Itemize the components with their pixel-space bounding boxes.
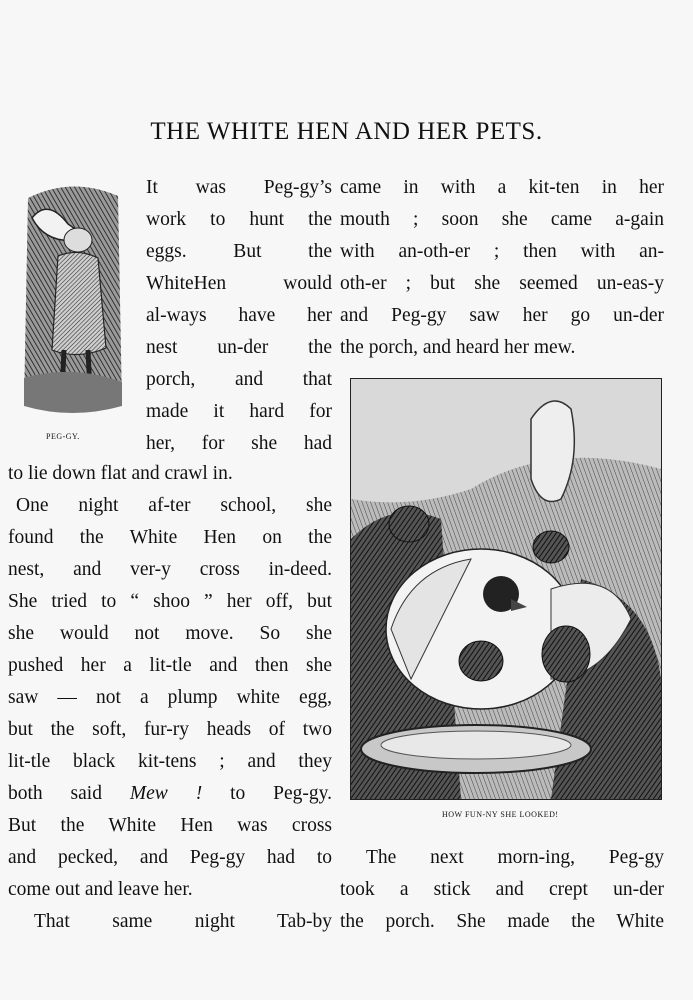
hen-kittens-caption: HOW FUN-NY SHE LOOKED! xyxy=(442,810,559,819)
text-line: eggs. But the xyxy=(146,241,332,262)
text-line: her, for she had xyxy=(146,433,332,454)
text-fragment: to Peg-gy. xyxy=(230,783,333,804)
text-line: found the White Hen on the xyxy=(8,527,332,548)
page-title: THE WHITE HEN AND HER PETS. xyxy=(150,118,543,145)
text-line: But the White Hen was cross xyxy=(8,815,332,836)
text-line: the porch, and heard her mew. xyxy=(340,337,576,358)
text-line: mouth ; soon she came a-gain xyxy=(340,209,664,230)
text-line: and Peg-gy saw her go un-der xyxy=(340,305,664,326)
text-line: One night af-ter school, she xyxy=(16,495,332,516)
text-line: with an-oth-er ; then with an- xyxy=(340,241,664,262)
peggy-illustration xyxy=(18,178,126,424)
text-line: made it hard for xyxy=(146,401,332,422)
mew-word: Mew ! xyxy=(129,783,203,804)
text-fragment: both said xyxy=(8,783,102,804)
text-line: porch, and that xyxy=(146,369,332,390)
text-line: nest, and ver-y cross in-deed. xyxy=(8,559,332,580)
text-line: That same night Tab-by xyxy=(34,911,332,932)
text-line: The next morn-ing, Peg-gy xyxy=(366,847,664,868)
text-line: and pecked, and Peg-gy had to xyxy=(8,847,332,868)
text-line: WhiteHen would xyxy=(146,273,332,294)
text-line: nest un-der the xyxy=(146,337,332,358)
text-line: al-ways have her xyxy=(146,305,332,326)
text-line: took a stick and crept un-der xyxy=(340,879,664,900)
text-line: to lie down flat and crawl in. xyxy=(8,463,233,484)
hen-kittens-drawing xyxy=(351,379,661,799)
text-line: lit-tle black kit-tens ; and they xyxy=(8,751,332,772)
text-line: came in with a kit-ten in her xyxy=(340,177,664,198)
text-line: come out and leave her. xyxy=(8,879,193,900)
text-line: the porch. She made the White xyxy=(340,911,664,932)
peggy-drawing xyxy=(18,178,126,424)
peggy-caption: PEG-GY. xyxy=(46,432,80,441)
text-line: saw — not a plump white egg, xyxy=(8,687,332,708)
text-line: It was Peg-gy’s xyxy=(146,177,332,198)
text-line: work to hunt the xyxy=(146,209,332,230)
text-line: She tried to “ shoo ” her off, but xyxy=(8,591,332,612)
text-line: oth-er ; but she seemed un-eas-y xyxy=(340,273,664,294)
text-line: she would not move. So she xyxy=(8,623,332,644)
text-line: pushed her a lit-tle and then she xyxy=(8,655,332,676)
hen-kittens-illustration xyxy=(350,378,662,800)
text-line-mew xyxy=(8,782,332,806)
text-line: but the soft, fur-ry heads of two xyxy=(8,719,332,740)
